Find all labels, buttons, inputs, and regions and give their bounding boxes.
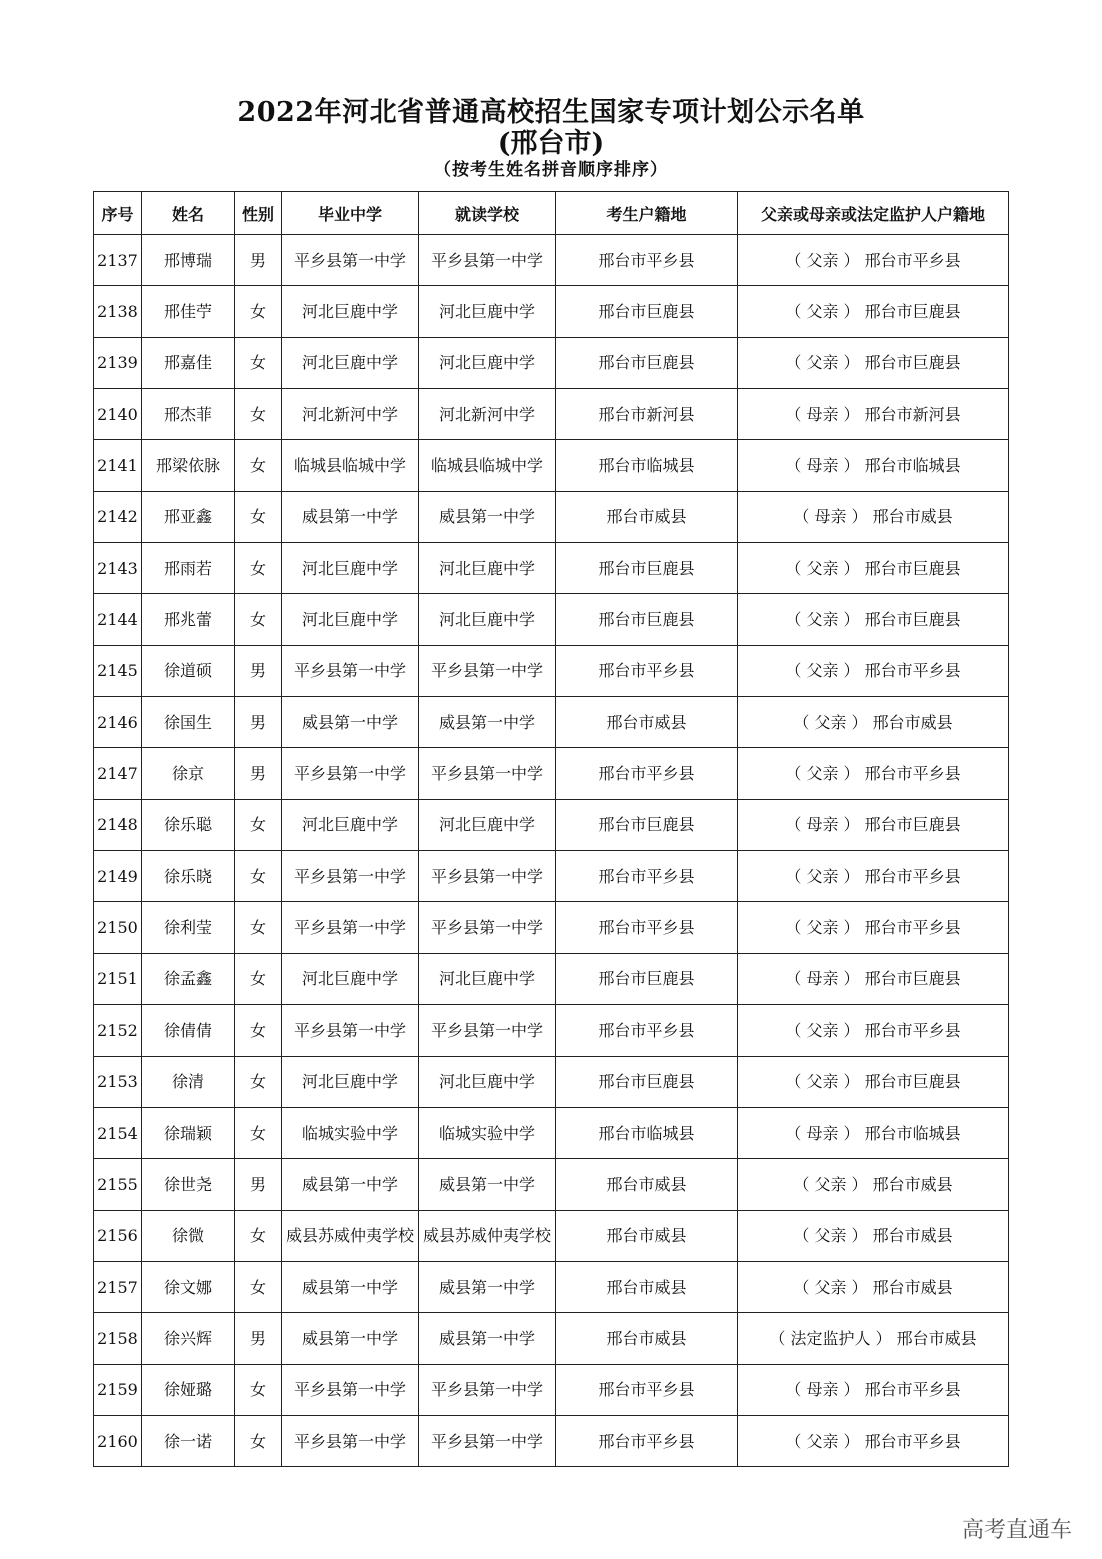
graduation-school-cell: 河北新河中学 [282, 389, 419, 440]
document-sort-note: （按考生姓名拼音顺序排序） [434, 160, 668, 180]
gender-cell: 女 [235, 389, 282, 440]
domicile-cell: 邢台市巨鹿县 [556, 594, 738, 645]
current-school-cell: 威县第一中学 [419, 491, 556, 542]
gender-cell: 女 [235, 1107, 282, 1158]
guardian-domicile-cell: （ 母亲 ） 邢台市临城县 [738, 1107, 1009, 1158]
seq-cell: 2155 [94, 1159, 142, 1210]
domicile-cell: 邢台市威县 [556, 1159, 738, 1210]
graduation-school-cell: 河北巨鹿中学 [282, 799, 419, 850]
name-cell: 徐乐聪 [142, 799, 235, 850]
table-row [94, 1261, 1009, 1312]
graduation-school-cell: 河北巨鹿中学 [282, 1056, 419, 1107]
name-cell: 邢博瑞 [142, 235, 235, 286]
seq-cell: 2159 [94, 1364, 142, 1415]
graduation-school-cell: 威县第一中学 [282, 1261, 419, 1312]
current-school-cell: 威县第一中学 [419, 697, 556, 748]
table-row [94, 1005, 1009, 1056]
watermark-text: 高考直通车 [961, 1518, 1072, 1543]
seq-cell: 2157 [94, 1261, 142, 1312]
domicile-cell: 邢台市巨鹿县 [556, 543, 738, 594]
current-school-cell: 平乡县第一中学 [419, 902, 556, 953]
graduation-school-cell: 平乡县第一中学 [282, 902, 419, 953]
seq-cell: 2144 [94, 594, 142, 645]
gender-cell: 女 [235, 1005, 282, 1056]
table-row [94, 543, 1009, 594]
current-school-cell: 平乡县第一中学 [419, 235, 556, 286]
name-cell: 徐利莹 [142, 902, 235, 953]
domicile-cell: 邢台市平乡县 [556, 645, 738, 696]
seq-cell: 2138 [94, 286, 142, 337]
seq-cell: 2145 [94, 645, 142, 696]
gender-cell: 女 [235, 799, 282, 850]
name-cell: 徐道硕 [142, 645, 235, 696]
name-cell: 徐乐晓 [142, 851, 235, 902]
guardian-domicile-cell: （ 父亲 ） 邢台市巨鹿县 [738, 337, 1009, 388]
current-school-cell: 威县苏威仲夷学校 [419, 1210, 556, 1261]
gender-cell: 男 [235, 645, 282, 696]
guardian-domicile-cell: （ 父亲 ） 邢台市巨鹿县 [738, 286, 1009, 337]
guardian-domicile-cell: （ 母亲 ） 邢台市巨鹿县 [738, 799, 1009, 850]
table-row [94, 799, 1009, 850]
seq-cell: 2158 [94, 1313, 142, 1364]
domicile-cell: 邢台市临城县 [556, 1107, 738, 1158]
domicile-cell: 邢台市平乡县 [556, 1415, 738, 1466]
table-row [94, 748, 1009, 799]
graduation-school-cell: 河北巨鹿中学 [282, 337, 419, 388]
roster-table [93, 191, 1009, 1467]
graduation-school-cell: 平乡县第一中学 [282, 1364, 419, 1415]
table-row [94, 594, 1009, 645]
seq-cell: 2149 [94, 851, 142, 902]
current-school-cell: 河北巨鹿中学 [419, 799, 556, 850]
gender-cell: 女 [235, 543, 282, 594]
domicile-cell: 邢台市平乡县 [556, 1005, 738, 1056]
gender-cell: 男 [235, 697, 282, 748]
guardian-domicile-cell: （ 父亲 ） 邢台市巨鹿县 [738, 594, 1009, 645]
seq-cell: 2154 [94, 1107, 142, 1158]
name-cell: 徐世尧 [142, 1159, 235, 1210]
seq-cell: 2147 [94, 748, 142, 799]
table-row [94, 1415, 1009, 1466]
gender-cell: 女 [235, 851, 282, 902]
name-cell: 邢嘉佳 [142, 337, 235, 388]
current-school-cell: 临城县临城中学 [419, 440, 556, 491]
seq-cell: 2143 [94, 543, 142, 594]
gender-cell: 女 [235, 902, 282, 953]
gender-cell: 男 [235, 235, 282, 286]
table-row [94, 389, 1009, 440]
guardian-domicile-cell: （ 父亲 ） 邢台市威县 [738, 1210, 1009, 1261]
gender-cell: 女 [235, 1056, 282, 1107]
table-row [94, 1056, 1009, 1107]
domicile-cell: 邢台市威县 [556, 1313, 738, 1364]
guardian-domicile-cell: （ 父亲 ） 邢台市平乡县 [738, 645, 1009, 696]
header-gender: 性别 [235, 192, 282, 235]
name-cell: 徐国生 [142, 697, 235, 748]
table-row [94, 1210, 1009, 1261]
domicile-cell: 邢台市威县 [556, 1261, 738, 1312]
current-school-cell: 河北巨鹿中学 [419, 337, 556, 388]
graduation-school-cell: 临城实验中学 [282, 1107, 419, 1158]
seq-cell: 2160 [94, 1415, 142, 1466]
name-cell: 邢亚鑫 [142, 491, 235, 542]
domicile-cell: 邢台市巨鹿县 [556, 1056, 738, 1107]
domicile-cell: 邢台市平乡县 [556, 1364, 738, 1415]
seq-cell: 2153 [94, 1056, 142, 1107]
guardian-domicile-cell: （ 母亲 ） 邢台市新河县 [738, 389, 1009, 440]
gender-cell: 男 [235, 748, 282, 799]
graduation-school-cell: 平乡县第一中学 [282, 748, 419, 799]
gender-cell: 女 [235, 594, 282, 645]
seq-cell: 2142 [94, 491, 142, 542]
current-school-cell: 河北巨鹿中学 [419, 1056, 556, 1107]
graduation-school-cell: 平乡县第一中学 [282, 851, 419, 902]
gender-cell: 女 [235, 1364, 282, 1415]
domicile-cell: 邢台市巨鹿县 [556, 337, 738, 388]
table-row [94, 337, 1009, 388]
name-cell: 邢兆蕾 [142, 594, 235, 645]
name-cell: 邢杰菲 [142, 389, 235, 440]
header-name: 姓名 [142, 192, 235, 235]
header-guardian-domicile: 父亲或母亲或法定监护人户籍地 [738, 192, 1009, 235]
graduation-school-cell: 平乡县第一中学 [282, 1005, 419, 1056]
graduation-school-cell: 威县第一中学 [282, 697, 419, 748]
current-school-cell: 临城实验中学 [419, 1107, 556, 1158]
domicile-cell: 邢台市巨鹿县 [556, 953, 738, 1004]
seq-cell: 2156 [94, 1210, 142, 1261]
guardian-domicile-cell: （ 父亲 ） 邢台市平乡县 [738, 1005, 1009, 1056]
guardian-domicile-cell: （ 父亲 ） 邢台市平乡县 [738, 902, 1009, 953]
table-row [94, 645, 1009, 696]
name-cell: 徐娅璐 [142, 1364, 235, 1415]
seq-cell: 2137 [94, 235, 142, 286]
domicile-cell: 邢台市平乡县 [556, 235, 738, 286]
graduation-school-cell: 平乡县第一中学 [282, 235, 419, 286]
guardian-domicile-cell: （ 父亲 ） 邢台市平乡县 [738, 851, 1009, 902]
graduation-school-cell: 平乡县第一中学 [282, 645, 419, 696]
current-school-cell: 河北巨鹿中学 [419, 594, 556, 645]
gender-cell: 女 [235, 440, 282, 491]
name-cell: 邢梁依脉 [142, 440, 235, 491]
name-cell: 徐一诺 [142, 1415, 235, 1466]
guardian-domicile-cell: （ 母亲 ） 邢台市临城县 [738, 440, 1009, 491]
table-row [94, 286, 1009, 337]
guardian-domicile-cell: （ 父亲 ） 邢台市威县 [738, 1159, 1009, 1210]
graduation-school-cell: 平乡县第一中学 [282, 1415, 419, 1466]
current-school-cell: 平乡县第一中学 [419, 1415, 556, 1466]
table-row [94, 1159, 1009, 1210]
current-school-cell: 河北新河中学 [419, 389, 556, 440]
domicile-cell: 邢台市临城县 [556, 440, 738, 491]
table-row [94, 851, 1009, 902]
gender-cell: 女 [235, 337, 282, 388]
domicile-cell: 邢台市平乡县 [556, 902, 738, 953]
table-row [94, 953, 1009, 1004]
graduation-school-cell: 威县第一中学 [282, 491, 419, 542]
seq-cell: 2146 [94, 697, 142, 748]
name-cell: 徐清 [142, 1056, 235, 1107]
current-school-cell: 河北巨鹿中学 [419, 543, 556, 594]
guardian-domicile-cell: （ 母亲 ） 邢台市威县 [738, 491, 1009, 542]
current-school-cell: 平乡县第一中学 [419, 1005, 556, 1056]
table-row [94, 440, 1009, 491]
header-graduation-school: 毕业中学 [282, 192, 419, 235]
table-header-row [94, 192, 1009, 235]
seq-cell: 2151 [94, 953, 142, 1004]
header-seq: 序号 [94, 192, 142, 235]
seq-cell: 2150 [94, 902, 142, 953]
graduation-school-cell: 威县第一中学 [282, 1313, 419, 1364]
current-school-cell: 平乡县第一中学 [419, 851, 556, 902]
name-cell: 徐兴辉 [142, 1313, 235, 1364]
domicile-cell: 邢台市威县 [556, 1210, 738, 1261]
name-cell: 徐孟鑫 [142, 953, 235, 1004]
graduation-school-cell: 威县第一中学 [282, 1159, 419, 1210]
current-school-cell: 平乡县第一中学 [419, 645, 556, 696]
gender-cell: 女 [235, 491, 282, 542]
name-cell: 邢雨若 [142, 543, 235, 594]
domicile-cell: 邢台市平乡县 [556, 851, 738, 902]
graduation-school-cell: 河北巨鹿中学 [282, 543, 419, 594]
domicile-cell: 邢台市威县 [556, 697, 738, 748]
seq-cell: 2140 [94, 389, 142, 440]
gender-cell: 女 [235, 286, 282, 337]
graduation-school-cell: 河北巨鹿中学 [282, 953, 419, 1004]
graduation-school-cell: 临城县临城中学 [282, 440, 419, 491]
table-row [94, 491, 1009, 542]
gender-cell: 男 [235, 1159, 282, 1210]
seq-cell: 2139 [94, 337, 142, 388]
graduation-school-cell: 威县苏威仲夷学校 [282, 1210, 419, 1261]
domicile-cell: 邢台市巨鹿县 [556, 799, 738, 850]
guardian-domicile-cell: （ 父亲 ） 邢台市平乡县 [738, 235, 1009, 286]
current-school-cell: 河北巨鹿中学 [419, 953, 556, 1004]
gender-cell: 女 [235, 1415, 282, 1466]
table-row [94, 697, 1009, 748]
name-cell: 徐倩倩 [142, 1005, 235, 1056]
seq-cell: 2141 [94, 440, 142, 491]
name-cell: 徐瑞颖 [142, 1107, 235, 1158]
table-row [94, 1313, 1009, 1364]
guardian-domicile-cell: （ 父亲 ） 邢台市威县 [738, 1261, 1009, 1312]
guardian-domicile-cell: （ 父亲 ） 邢台市巨鹿县 [738, 1056, 1009, 1107]
current-school-cell: 威县第一中学 [419, 1159, 556, 1210]
graduation-school-cell: 河北巨鹿中学 [282, 594, 419, 645]
guardian-domicile-cell: （ 法定监护人 ） 邢台市威县 [738, 1313, 1009, 1364]
domicile-cell: 邢台市新河县 [556, 389, 738, 440]
table-row [94, 235, 1009, 286]
domicile-cell: 邢台市巨鹿县 [556, 286, 738, 337]
guardian-domicile-cell: （ 母亲 ） 邢台市平乡县 [738, 1364, 1009, 1415]
current-school-cell: 威县第一中学 [419, 1313, 556, 1364]
guardian-domicile-cell: （ 父亲 ） 邢台市平乡县 [738, 1415, 1009, 1466]
name-cell: 徐京 [142, 748, 235, 799]
seq-cell: 2148 [94, 799, 142, 850]
guardian-domicile-cell: （ 父亲 ） 邢台市威县 [738, 697, 1009, 748]
name-cell: 徐微 [142, 1210, 235, 1261]
table-row [94, 1364, 1009, 1415]
current-school-cell: 平乡县第一中学 [419, 1364, 556, 1415]
domicile-cell: 邢台市威县 [556, 491, 738, 542]
gender-cell: 女 [235, 1210, 282, 1261]
table-row [94, 902, 1009, 953]
gender-cell: 女 [235, 953, 282, 1004]
table-row [94, 1107, 1009, 1158]
gender-cell: 女 [235, 1261, 282, 1312]
name-cell: 徐文娜 [142, 1261, 235, 1312]
current-school-cell: 威县第一中学 [419, 1261, 556, 1312]
document-title: 2022年河北省普通高校招生国家专项计划公示名单 [237, 97, 865, 128]
current-school-cell: 平乡县第一中学 [419, 748, 556, 799]
domicile-cell: 邢台市平乡县 [556, 748, 738, 799]
header-domicile: 考生户籍地 [556, 192, 738, 235]
header-current-school: 就读学校 [419, 192, 556, 235]
guardian-domicile-cell: （ 父亲 ） 邢台市巨鹿县 [738, 543, 1009, 594]
seq-cell: 2152 [94, 1005, 142, 1056]
document-subtitle-city: (邢台市) [497, 128, 605, 159]
guardian-domicile-cell: （ 父亲 ） 邢台市平乡县 [738, 748, 1009, 799]
graduation-school-cell: 河北巨鹿中学 [282, 286, 419, 337]
current-school-cell: 河北巨鹿中学 [419, 286, 556, 337]
gender-cell: 男 [235, 1313, 282, 1364]
name-cell: 邢佳苧 [142, 286, 235, 337]
table-body [94, 235, 1009, 1467]
guardian-domicile-cell: （ 母亲 ） 邢台市巨鹿县 [738, 953, 1009, 1004]
